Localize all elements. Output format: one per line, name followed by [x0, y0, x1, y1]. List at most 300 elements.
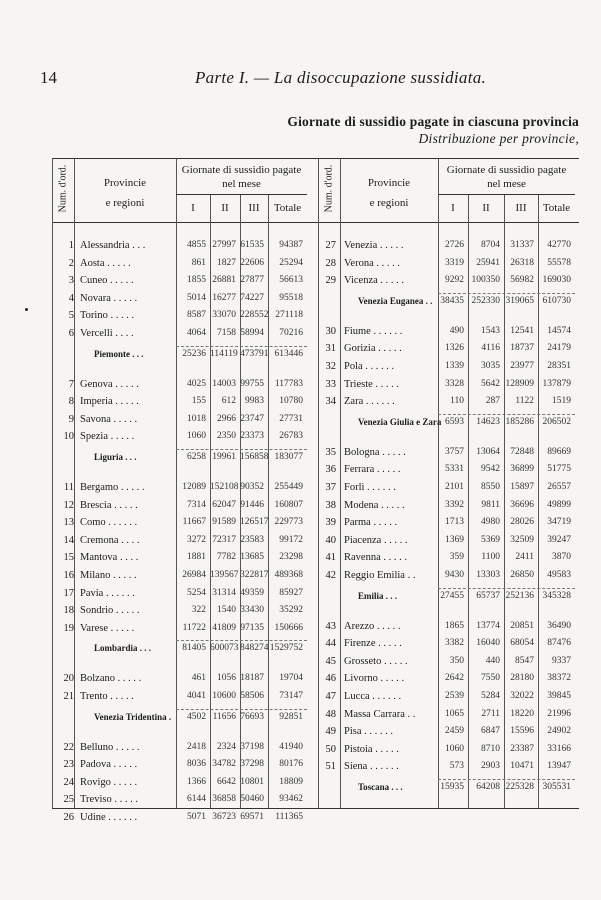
left-group-label-2: nel mese — [222, 178, 261, 190]
value-cell: 1369 — [445, 534, 464, 545]
table-row — [0, 500, 601, 517]
value-cell: 2711 — [481, 708, 500, 719]
value-cell: 229773 — [274, 517, 303, 528]
value-cell: 41940 — [279, 741, 303, 752]
value-cell: 8704 — [481, 240, 500, 250]
province-name: Aosta . . . . . — [80, 257, 131, 269]
table-row — [0, 552, 601, 569]
table-row — [0, 741, 601, 761]
row-number: 24 — [63, 776, 74, 788]
value-cell: 91589 — [212, 517, 236, 528]
table-subtitle: Distribuzione per provincie, — [418, 131, 579, 146]
value-cell: 1366 — [187, 776, 206, 787]
value-cell: 8547 — [515, 655, 534, 666]
province-name: Pisa . . . . . . — [344, 726, 394, 738]
province-name: Reggio Emilia . . — [344, 570, 416, 581]
value-cell: 11667 — [182, 517, 206, 528]
right-group-label-2: nel mese — [487, 178, 526, 190]
left-prov-label-1: Provincie — [103, 177, 147, 189]
province-name: Sondrio . . . . . — [80, 605, 140, 617]
value-cell: 1326 — [445, 343, 464, 354]
value-cell: 38372 — [547, 673, 571, 684]
row-number: 38 — [325, 499, 336, 511]
value-cell: 1060 — [187, 431, 206, 442]
value-cell: 91446 — [240, 499, 264, 510]
row-number: 22 — [63, 741, 74, 753]
value-cell: 7314 — [187, 499, 206, 510]
value-cell: 255449 — [274, 482, 303, 492]
province-name: Pavia . . . . . . — [80, 587, 135, 599]
value-cell: 612 — [221, 396, 236, 407]
value-cell: 94387 — [279, 240, 303, 250]
value-cell: 38435 — [440, 295, 464, 306]
value-cell: 72317 — [212, 534, 236, 545]
table-row — [0, 379, 601, 396]
value-cell: 70216 — [279, 328, 303, 338]
value-cell: 1122 — [515, 396, 534, 407]
value-cell: 21996 — [547, 708, 571, 719]
province-name: Alessandria . . . — [80, 240, 146, 251]
value-cell: 27731 — [279, 413, 303, 424]
value-cell: 56982 — [510, 275, 534, 286]
province-name: Venezia Euganea . . — [358, 295, 433, 306]
value-cell: 20851 — [510, 620, 534, 631]
table-row — [0, 517, 601, 534]
value-cell: 23387 — [510, 743, 534, 754]
right-month-head-1: II — [482, 202, 490, 214]
value-cell: 24902 — [547, 726, 571, 737]
value-cell: 440 — [485, 655, 500, 666]
value-cell: 72848 — [510, 446, 534, 457]
value-cell: 62047 — [212, 499, 236, 510]
row-number: 49 — [325, 726, 336, 738]
left-month-head-1: II — [221, 202, 229, 214]
value-cell: 13685 — [240, 552, 264, 563]
value-cell: 55578 — [547, 257, 571, 268]
table-row — [0, 812, 601, 829]
value-cell: 2903 — [481, 761, 500, 772]
value-cell: 33070 — [212, 310, 236, 321]
value-cell: 13947 — [547, 761, 571, 772]
value-cell: 12089 — [182, 482, 206, 492]
value-cell: 12541 — [510, 325, 534, 336]
row-number: 21 — [63, 691, 74, 702]
value-cell: 2418 — [187, 741, 206, 752]
table-row — [0, 396, 601, 413]
table-row — [0, 621, 601, 638]
province-name: Liguria . . . — [94, 452, 137, 462]
row-number: 41 — [325, 552, 336, 564]
province-name: Grosseto . . . . . — [344, 655, 408, 667]
row-number: 40 — [325, 534, 336, 546]
row-number: 42 — [325, 570, 336, 581]
value-cell: 8550 — [481, 482, 500, 492]
value-cell: 19961 — [212, 452, 236, 462]
value-cell: 73147 — [279, 691, 303, 701]
value-cell: 26783 — [279, 431, 303, 442]
province-name: Udine . . . . . . — [80, 812, 138, 823]
value-cell: 3392 — [445, 499, 464, 510]
value-cell: 4502 — [187, 711, 206, 722]
table-row — [0, 726, 601, 743]
value-cell: 28180 — [510, 673, 534, 684]
row-number: 7 — [68, 378, 74, 390]
value-cell: 37298 — [240, 759, 264, 770]
left-group-rule — [176, 194, 307, 195]
subtotal-row — [0, 296, 601, 313]
row-number: 3 — [68, 275, 74, 287]
province-name: Pola . . . . . . — [344, 361, 395, 372]
province-name: Verona . . . . . — [344, 257, 400, 269]
value-cell: 473791 — [240, 348, 269, 359]
value-cell: 92851 — [279, 711, 303, 722]
province-name: Imperia . . . . . — [80, 396, 139, 408]
province-name: Savona . . . . . — [80, 413, 138, 425]
table-bottom-rule — [52, 808, 579, 809]
value-cell: 26318 — [510, 257, 534, 268]
value-cell: 49359 — [240, 587, 264, 598]
province-name: Padova . . . . . — [80, 759, 138, 771]
value-cell: 81405 — [182, 643, 206, 654]
row-number: 15 — [63, 552, 74, 564]
row-number: 20 — [63, 673, 74, 685]
value-cell: 8710 — [481, 743, 500, 754]
value-cell: 9292 — [445, 275, 464, 286]
value-cell: 26984 — [182, 570, 206, 580]
value-cell: 25941 — [476, 257, 500, 268]
row-number: 50 — [325, 743, 336, 755]
subtotal-row — [0, 417, 601, 434]
value-cell: 8036 — [187, 759, 206, 770]
value-cell: 345328 — [542, 590, 571, 601]
province-name: Belluno . . . . . — [80, 741, 140, 753]
value-cell: 28026 — [510, 517, 534, 528]
value-cell: 87476 — [547, 638, 571, 649]
value-cell: 49583 — [547, 570, 571, 580]
value-cell: 2101 — [445, 482, 464, 492]
value-cell: 74227 — [240, 292, 264, 303]
value-cell: 3757 — [445, 446, 464, 457]
value-cell: 5642 — [481, 378, 500, 389]
value-cell: 2324 — [217, 741, 236, 752]
province-name: Mantova . . . . — [80, 552, 139, 564]
table-row — [0, 275, 601, 292]
value-cell: 65737 — [476, 590, 500, 601]
value-cell: 150666 — [274, 622, 303, 633]
value-cell: 322817 — [240, 570, 269, 580]
row-number: 39 — [325, 517, 336, 529]
row-number: 16 — [63, 570, 74, 581]
value-cell: 4855 — [187, 240, 206, 250]
value-cell: 5331 — [445, 464, 464, 475]
value-cell: 600073 — [210, 643, 239, 654]
row-number: 35 — [325, 446, 336, 458]
value-cell: 489368 — [274, 570, 303, 580]
province-name: Varese . . . . . — [80, 622, 135, 634]
value-cell: 111365 — [275, 812, 303, 822]
value-cell: 152108 — [210, 482, 239, 492]
value-cell: 10600 — [212, 691, 236, 701]
value-cell: 10801 — [240, 776, 264, 787]
value-cell: 2411 — [515, 552, 534, 563]
value-cell: 68054 — [510, 638, 534, 649]
left-group-label-1: Giornate di sussidio pagate — [181, 164, 302, 176]
province-name: Novara . . . . . — [80, 292, 138, 304]
row-number: 46 — [325, 673, 336, 685]
value-cell: 56613 — [279, 275, 303, 286]
value-cell: 36899 — [510, 464, 534, 475]
value-cell: 350 — [449, 655, 464, 666]
table-row — [0, 535, 601, 552]
value-cell: 18809 — [279, 776, 303, 787]
right-prov-label-1: Provincie — [367, 177, 411, 189]
table-row — [0, 482, 601, 499]
value-cell: 1100 — [481, 552, 500, 563]
right-subtotal-rule-top — [438, 414, 575, 415]
value-cell: 15596 — [510, 726, 534, 737]
table-row — [0, 656, 601, 673]
value-cell: 99172 — [279, 534, 303, 545]
province-name: Vicenza . . . . . — [344, 275, 405, 287]
value-cell: 848274 — [240, 643, 269, 654]
value-cell: 1540 — [217, 605, 236, 616]
value-cell: 85927 — [279, 587, 303, 598]
value-cell: 3870 — [552, 552, 571, 563]
value-cell: 1060 — [445, 743, 464, 754]
value-cell: 3272 — [187, 534, 206, 545]
value-cell: 573 — [449, 761, 464, 772]
value-cell: 26557 — [547, 482, 571, 492]
row-number: 8 — [68, 396, 74, 408]
value-cell: 128909 — [505, 378, 534, 389]
table-row — [0, 240, 601, 257]
row-number: 12 — [63, 499, 74, 511]
value-cell: 95518 — [279, 292, 303, 303]
value-cell: 9430 — [445, 570, 464, 580]
value-cell: 11722 — [182, 622, 206, 633]
table-row — [0, 343, 601, 360]
province-name: Massa Carrara . . — [344, 708, 416, 720]
value-cell: 27455 — [440, 590, 464, 601]
value-cell: 160807 — [274, 499, 303, 510]
row-number: 51 — [325, 761, 336, 773]
row-number: 11 — [63, 482, 74, 493]
value-cell: 27877 — [240, 275, 264, 286]
value-cell: 2726 — [445, 240, 464, 250]
value-cell: 252136 — [505, 590, 534, 601]
value-cell: 1065 — [445, 708, 464, 719]
table-row — [0, 447, 601, 464]
row-number: 45 — [325, 655, 336, 667]
value-cell: 1881 — [187, 552, 206, 563]
right-subtotal-rule-top — [438, 293, 575, 294]
value-cell: 1529752 — [269, 643, 303, 654]
province-name: Gorizia . . . . . — [344, 343, 402, 355]
value-cell: 28351 — [547, 361, 571, 371]
province-name: Toscana . . . — [358, 782, 403, 792]
province-name: Piemonte . . . — [94, 348, 144, 359]
table-row — [0, 709, 601, 726]
page-number: 14 — [40, 68, 57, 87]
value-cell: 36490 — [547, 620, 571, 631]
value-cell: 26881 — [212, 275, 236, 286]
running-head: Parte I. — La disoccupazione sussidiata. — [195, 68, 487, 87]
left-month-head-0: I — [191, 202, 195, 214]
value-cell: 169030 — [542, 275, 571, 286]
value-cell: 14574 — [547, 325, 571, 336]
row-number: 23 — [63, 759, 74, 771]
value-cell: 41809 — [212, 622, 236, 633]
value-cell: 117783 — [274, 378, 303, 389]
value-cell: 2966 — [217, 413, 236, 424]
value-cell: 16277 — [212, 292, 236, 303]
table-row — [0, 361, 601, 378]
row-number: 43 — [325, 620, 336, 632]
value-cell: 26850 — [510, 570, 534, 580]
value-cell: 35292 — [279, 605, 303, 616]
province-name: Venezia . . . . . — [344, 240, 404, 251]
row-number: 27 — [325, 240, 336, 251]
province-name: Spezia . . . . . — [80, 431, 135, 443]
value-cell: 610730 — [542, 295, 571, 306]
row-number: 18 — [63, 605, 74, 617]
province-name: Piacenza . . . . . — [344, 534, 408, 546]
table-row — [0, 691, 601, 708]
value-cell: 16040 — [476, 638, 500, 649]
province-name: Trieste . . . . . — [344, 378, 400, 390]
row-number: 2 — [68, 257, 74, 269]
row-number: 30 — [325, 325, 336, 337]
value-cell: 69571 — [240, 812, 264, 822]
value-cell: 156858 — [240, 452, 269, 462]
row-number: 31 — [325, 343, 336, 355]
row-number: 17 — [63, 587, 74, 599]
value-cell: 5284 — [481, 691, 500, 701]
province-name: Rovigo . . . . . — [80, 776, 138, 788]
value-cell: 15897 — [510, 482, 534, 492]
left-month-head-3: Totale — [273, 202, 302, 214]
left-prov-label-2: e regioni — [105, 197, 145, 209]
value-cell: 10780 — [279, 396, 303, 407]
value-cell: 58506 — [240, 691, 264, 701]
value-cell: 9542 — [481, 464, 500, 475]
row-number: 6 — [68, 328, 74, 339]
right-num-label: Num. d'ord. — [323, 164, 335, 213]
value-cell: 185286 — [505, 416, 534, 427]
province-name: Venezia Tridentina . — [94, 711, 172, 722]
value-cell: 5071 — [187, 812, 206, 822]
table-row — [0, 464, 601, 481]
province-name: Ravenna . . . . . — [344, 552, 407, 564]
row-number: 37 — [325, 482, 336, 493]
value-cell: 76693 — [240, 711, 264, 722]
right-month-head-2: III — [515, 202, 527, 214]
province-name: Forlì . . . . . . — [344, 482, 396, 493]
value-cell: 139567 — [210, 570, 239, 580]
value-cell: 58994 — [240, 328, 264, 338]
value-cell: 6144 — [187, 794, 206, 805]
value-cell: 33430 — [240, 605, 264, 616]
table-header-rule — [52, 222, 579, 223]
value-cell: 2539 — [445, 691, 464, 701]
value-cell: 32022 — [510, 691, 534, 701]
value-cell: 36858 — [212, 794, 236, 805]
value-cell: 9337 — [552, 655, 571, 666]
value-cell: 5254 — [187, 587, 206, 598]
province-name: Emilia . . . — [358, 590, 398, 601]
value-cell: 2350 — [217, 431, 236, 442]
province-name: Lucca . . . . . . — [344, 691, 402, 702]
table-row — [0, 638, 601, 655]
value-cell: 110 — [450, 396, 464, 407]
value-cell: 225328 — [505, 782, 534, 792]
value-cell: 3328 — [445, 378, 464, 389]
value-cell: 8587 — [187, 310, 206, 321]
value-cell: 114119 — [210, 348, 238, 359]
row-number: 25 — [63, 794, 74, 806]
value-cell: 6642 — [217, 776, 236, 787]
value-cell: 4116 — [481, 343, 500, 354]
value-cell: 9983 — [245, 396, 264, 407]
row-number: 34 — [325, 396, 336, 408]
value-cell: 97135 — [240, 622, 264, 633]
value-cell: 305531 — [542, 782, 571, 792]
province-name: Parma . . . . . — [344, 517, 398, 529]
value-cell: 23583 — [240, 534, 264, 545]
province-name: Milano . . . . . — [80, 570, 137, 581]
province-name: Cremona . . . . — [80, 534, 140, 546]
value-cell: 4041 — [187, 691, 206, 701]
value-cell: 1519 — [552, 396, 571, 407]
value-cell: 25294 — [279, 257, 303, 268]
province-name: Bergamo . . . . . — [80, 482, 145, 493]
value-cell: 490 — [449, 325, 464, 336]
table-row — [0, 326, 601, 343]
row-number: 44 — [325, 638, 336, 650]
row-number: 9 — [68, 413, 74, 425]
value-cell: 49899 — [547, 499, 571, 510]
table-top-rule — [52, 158, 579, 159]
value-cell: 1713 — [445, 517, 464, 528]
value-cell: 33166 — [547, 743, 571, 754]
province-name: Venezia Giulia e Zara — [358, 416, 442, 427]
table-row — [0, 570, 601, 587]
value-cell: 80176 — [279, 759, 303, 770]
value-cell: 3035 — [481, 361, 500, 371]
province-name: Livorno . . . . . — [344, 673, 405, 685]
value-cell: 6593 — [445, 416, 464, 427]
value-cell: 90352 — [240, 482, 264, 492]
value-cell: 15935 — [440, 782, 464, 792]
value-cell: 51775 — [547, 464, 571, 475]
right-month-head-3: Totale — [542, 202, 571, 214]
value-cell: 18220 — [510, 708, 534, 719]
value-cell: 13303 — [476, 570, 500, 580]
province-name: Lombardia . . . — [94, 643, 152, 654]
value-cell: 18737 — [510, 343, 534, 354]
table-row — [0, 258, 601, 275]
value-cell: 5369 — [481, 534, 500, 545]
province-name: Arezzo . . . . . — [344, 620, 401, 632]
value-cell: 126517 — [240, 517, 269, 528]
value-cell: 155 — [191, 396, 206, 407]
value-cell: 100350 — [471, 275, 500, 286]
table-title: Giornate di sussidio pagate in ciascuna provincia — [287, 114, 579, 129]
value-cell: 1865 — [445, 620, 464, 631]
province-name: Siena . . . . . . — [344, 761, 399, 773]
value-cell: 4025 — [187, 378, 206, 389]
value-cell: 14623 — [476, 416, 500, 427]
